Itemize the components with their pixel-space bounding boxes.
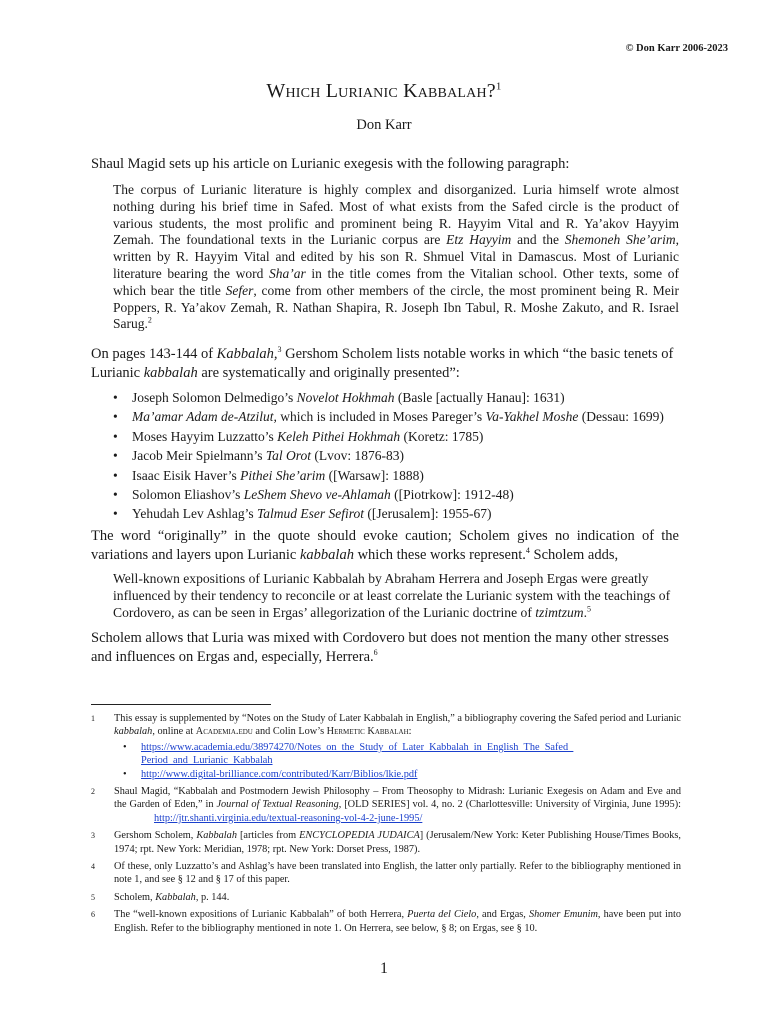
footnote-5: 5 Scholem, Kabbalah, p. 144. — [91, 891, 230, 903]
footnote-ref-6[interactable]: 6 — [373, 647, 378, 657]
page-title — [0, 80, 768, 103]
list-item — [114, 768, 681, 781]
page-number: 1 — [380, 960, 388, 977]
footnotes-section — [91, 712, 681, 939]
list-item — [114, 741, 681, 768]
scholem-paragraph: On pages 143-144 of Kabbalah,$^3$ Gershom Scholem lists notable works in which “the basic tenets of Lurianic kabbalah are systematically and originally presented”: — [91, 345, 674, 381]
footnote-divider — [91, 704, 271, 705]
caution-paragraph: The word “originally” in the quote should evoke caution; Scholem gives no indication of the variations and layers upon Lurianic kabbalah which these works represent.$^4$ Scholem adds, — [91, 528, 679, 563]
footnote-3: 3 Gershom Scholem, Kabbalah [articles from ENCYCLOPEDIA JUDAICA] (Jerusalem/New York: Keter Publishing House/Times Books, 1974; rpt. New York: Meridian, 1978; rpt. New York: Dorset Press, 1987). — [91, 830, 681, 855]
footnote-1-links — [114, 741, 681, 781]
footnote-ref-4[interactable]: 4 — [525, 545, 530, 555]
intro-paragraph: Shaul Magid sets up his article on Lurianic exegesis with the following paragraph: — [91, 156, 570, 172]
author-name: Don Karr — [356, 117, 412, 133]
academia-link[interactable]: https://www.academia.edu/38974270/Notes_on_the_Study_of_Later_Kabbalah_in_English_The_Safed_ Period_and_Lurianic_Kabbalah — [141, 741, 574, 767]
list-item: • Yehudah Lev Ashlag’s Talmud Eser Sefirot ([Jerusalem]: 1955-67) — [91, 504, 681, 523]
block-quote-scholem: Well-known expositions of Lurianic Kabbalah by Abraham Herrera and Joseph Ergas were greatly influenced by their tendency to reconcile or at least correlate the Lurianic system with the teachings of Cordovero, as can be seen in Ergas’ allegorization of the Lurianic doctrine of tzimtzum.$^5$ — [113, 571, 671, 620]
conclusion-paragraph: Scholem allows that Luria was mixed with Cordovero but does not mention the many other stresses and influences on Ergas and, especially, Herrera.$^6$ — [91, 630, 669, 665]
title-footnote-ref[interactable]: 1 — [495, 80, 502, 93]
list-item: • Moses Hayyim Luzzatto’s Keleh Pithei Hokhmah (Koretz: 1785) — [91, 427, 681, 446]
footnote-ref-3[interactable]: 3 — [277, 345, 282, 355]
list-item: • Solomon Eliashov’s LeShem Shevo ve-Ahlamah ([Piotrkow]: 1912-48) — [91, 485, 681, 504]
jtr-link[interactable]: http://jtr.shanti.virginia.edu/textual-reasoning-vol-4-2-june-1995/ — [154, 812, 423, 824]
copyright-notice: © Don Karr 2006-2023 — [625, 43, 728, 54]
footnote-ref-2[interactable]: 2 — [147, 315, 152, 325]
footnote-6: 6 The “well-known expositions of Lurianic Kabbalah” of both Herrera, Puerta del Cielo, and Ergas, Shomer Emunim, have been put into English. Refer to the bibliography mentioned in note 1. On Herrera, see below, § 8; on Ergas, see § 10. — [91, 909, 682, 934]
works-list — [91, 388, 681, 524]
footnote-4: 4 Of these, only Luzzatto’s and Ashlag’s have been translated into English, the latter only partially. Refer to the bibliography mentioned in note 1, and see § 12 and § 17 of this paper. — [91, 861, 681, 886]
digital-brilliance-link[interactable]: http://www.digital-brilliance.com/contributed/Karr/Biblios/lkie.pdf — [141, 768, 418, 780]
list-item: • Jacob Meir Spielmann’s Tal Orot (Lvov: 1876-83) — [91, 446, 681, 465]
footnote-ref-5[interactable]: 5 — [587, 604, 592, 614]
list-item: • Isaac Eisik Haver’s Pithei She’arim ([Warsaw]: 1888) — [91, 466, 681, 485]
footnote-2: 2 Shaul Magid, “Kabbalah and Postmodern Jewish Philosophy – From Theosophy to Midrash: Lurianic Exegesis on Adam and Eve and the Garden of Eden,” in Journal of Textual Reasoning, [OLD SERIES] vol. 4, no. 2 (Charlottesville: University of Virginia, June 1995): http://jtr.shanti.virginia.edu/textual-reasoning-vol-4-2-june-1995/ — [91, 786, 681, 824]
title-text: Which Lurianic Kabbalah? — [266, 80, 496, 102]
list-item: • Joseph Solomon Delmedigo’s Novelot Hokhmah (Basle [actually Hanau]: 1631) — [91, 388, 681, 407]
block-quote-magid: The corpus of Lurianic literature is highly complex and disorganized. Luria himself wrote almost nothing during his brief time in Safed. Most of what exists from the Safed circle is the product of various students, the most prolific and prominent being R. Hayyim Vital and R. Ya’akov Hayyim Zemah. The foundational texts in the Lurianic corpus are Etz Hayyim and the Shemoneh She’arim, written by R. Hayyim Vital and edited by his son R. Shmuel Vital in Damascus. Most of Lurianic literature bearing the word Sha’ar in the title comes from the Vitalian school. Other texts, some of which bear the title Sefer, come from other members of the circle, the most prominent being R. Meir Poppers, R. Ya’akov Zemah, R. Nathan Shapira, R. Joseph Ibn Tabul, R. Moshe Zakuto, and R. Israel Sarug.$^2$ — [113, 182, 679, 332]
list-item: • Ma’amar Adam de-Atzilut, which is included in Moses Pareger’s Va-Yakhel Moshe (Dessau: 1699) — [91, 407, 681, 426]
footnote-1: 1 This essay is supplemented by “Notes on the Study of Later Kabbalah in English,” a bibliography covering the Safed period and Lurianic kabbalah, online at Academia.edu and Colin Low’s Hermetic Kabbalah: • https://www.academia.edu/38974270/Notes_on_the_Study_of_Later_Kabbalah_in_English_The_Safed_ Period_and_Lurianic_Kabbalah • http://www.digital-brilliance.com/contributed/Karr/Biblios/lkie.pdf — [91, 712, 681, 781]
